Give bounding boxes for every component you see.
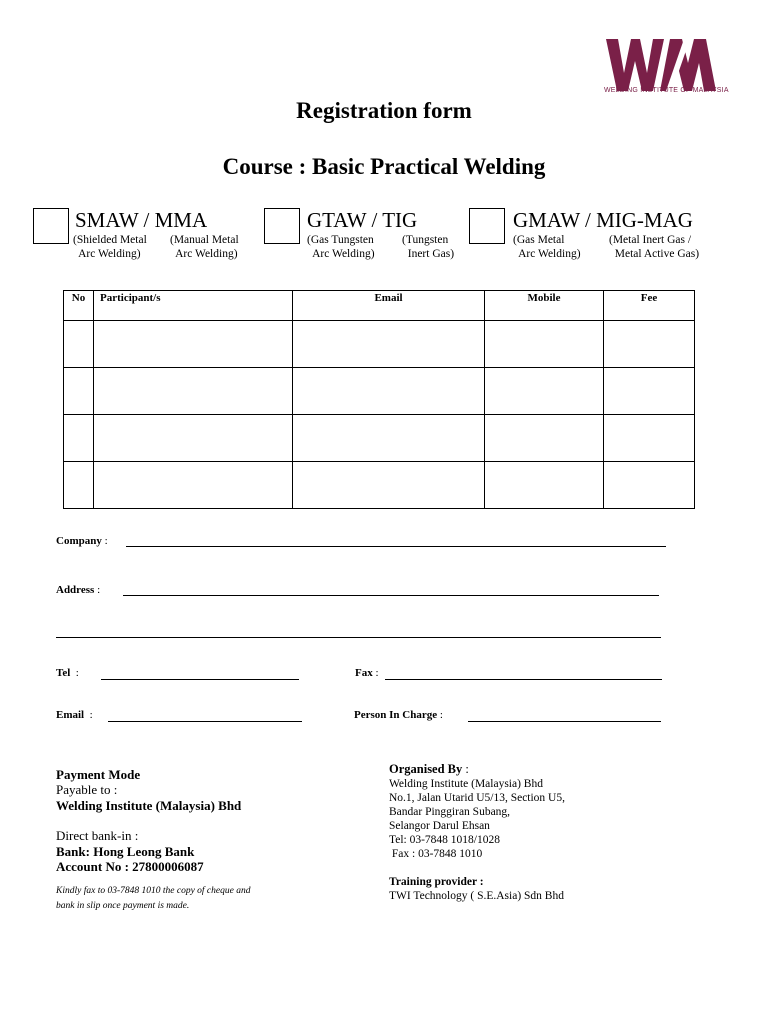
col-participants: Participant/s	[94, 291, 293, 321]
email-label: Email :	[56, 709, 93, 721]
cell-participant[interactable]	[94, 462, 293, 509]
organiser-line: Fax : 03-7848 1010	[389, 848, 483, 860]
payment-note-line1: Kindly fax to 03-7848 1010 the copy of cheque and	[56, 886, 251, 896]
table-row	[64, 368, 695, 415]
option-smaw-sub-left: (Shielded Metal Arc Welding)	[73, 234, 147, 260]
option-gmaw-name: GMAW / MIG-MAG	[513, 208, 693, 232]
col-no: No	[64, 291, 94, 321]
gmaw-checkbox[interactable]	[469, 208, 505, 244]
option-gtaw-name: GTAW / TIG	[307, 208, 418, 232]
cell-mobile[interactable]	[485, 462, 604, 509]
option-gmaw-sub-right: (Metal Inert Gas / Metal Active Gas)	[609, 234, 700, 260]
training-provider-name: TWI Technology ( S.E.Asia) Sdn Bhd	[389, 890, 564, 902]
table-header-row	[64, 291, 695, 321]
gtaw-checkbox[interactable]	[264, 208, 300, 244]
table-row	[64, 462, 695, 509]
option-gtaw-sub-right: (Tungsten Inert Gas)	[402, 234, 455, 260]
cell-mobile[interactable]	[485, 321, 604, 368]
cell-no[interactable]	[64, 368, 94, 415]
organiser-line: Selangor Darul Ehsan	[389, 820, 490, 832]
tel-label: Tel :	[56, 667, 79, 679]
training-provider-heading: Training provider :	[389, 876, 484, 888]
organiser-line: No.1, Jalan Utarid U5/13, Section U5,	[389, 792, 565, 804]
option-gmaw-sub-left: (Gas Metal Arc Welding)	[513, 234, 581, 260]
payable-to-label: Payable to :	[56, 782, 118, 797]
cell-fee[interactable]	[604, 321, 695, 368]
course-title: Course : Basic Practical Welding	[222, 154, 546, 179]
payment-note-line2: bank in slip once payment is made.	[56, 901, 190, 911]
cell-participant[interactable]	[94, 368, 293, 415]
form-title: Registration form	[296, 98, 472, 123]
table-row	[64, 321, 695, 368]
bank-name: Bank: Hong Leong Bank	[56, 844, 195, 859]
company-label: Company :	[56, 535, 108, 547]
account-number: Account No : 27800006087	[56, 859, 204, 874]
fax-label: Fax :	[355, 667, 379, 679]
company-field[interactable]	[126, 546, 666, 547]
cell-mobile[interactable]	[485, 368, 604, 415]
option-smaw-sub-right: (Manual Metal Arc Welding)	[170, 234, 239, 260]
logo-m	[660, 39, 716, 91]
table-row	[64, 415, 695, 462]
organiser-line: Welding Institute (Malaysia) Bhd	[389, 778, 543, 790]
cell-no[interactable]	[64, 415, 94, 462]
person-in-charge-label: Person In Charge :	[354, 709, 443, 721]
col-email: Email	[293, 291, 485, 321]
fax-field[interactable]	[385, 679, 662, 680]
col-fee: Fee	[604, 291, 695, 321]
address-label: Address :	[56, 584, 101, 596]
cell-email[interactable]	[293, 415, 485, 462]
cell-email[interactable]	[293, 368, 485, 415]
smaw-checkbox[interactable]	[33, 208, 69, 244]
payee-name: Welding Institute (Malaysia) Bhd	[56, 798, 242, 813]
cell-fee[interactable]	[604, 368, 695, 415]
col-mobile: Mobile	[485, 291, 604, 321]
address-field-line2[interactable]	[56, 637, 661, 638]
email-field[interactable]	[108, 721, 302, 722]
cell-fee[interactable]	[604, 462, 695, 509]
participants-table	[63, 290, 695, 509]
logo-w	[606, 39, 664, 91]
organiser-line: Tel: 03-7848 1018/1028	[389, 834, 500, 846]
cell-fee[interactable]	[604, 415, 695, 462]
payment-note	[56, 884, 316, 914]
option-gtaw-sub-left: (Gas Tungsten Arc Welding)	[307, 234, 375, 260]
cell-no[interactable]	[64, 321, 94, 368]
cell-mobile[interactable]	[485, 415, 604, 462]
direct-bank-in-label: Direct bank-in :	[56, 828, 139, 843]
cell-no[interactable]	[64, 462, 94, 509]
person-in-charge-field[interactable]	[468, 721, 661, 722]
payment-mode-heading: Payment Mode	[56, 767, 141, 782]
address-field-line1[interactable]	[123, 595, 659, 596]
logo-caption: WELDING INSTITUTE OF MALAYSIA	[604, 87, 729, 94]
cell-email[interactable]	[293, 321, 485, 368]
cell-participant[interactable]	[94, 415, 293, 462]
organiser-line: Bandar Pinggiran Subang,	[389, 806, 511, 818]
option-smaw-name: SMAW / MMA	[75, 208, 208, 232]
tel-field[interactable]	[101, 679, 299, 680]
cell-email[interactable]	[293, 462, 485, 509]
organised-by-heading: Organised By :	[389, 762, 469, 776]
organiser-address	[389, 777, 565, 861]
cell-participant[interactable]	[94, 321, 293, 368]
